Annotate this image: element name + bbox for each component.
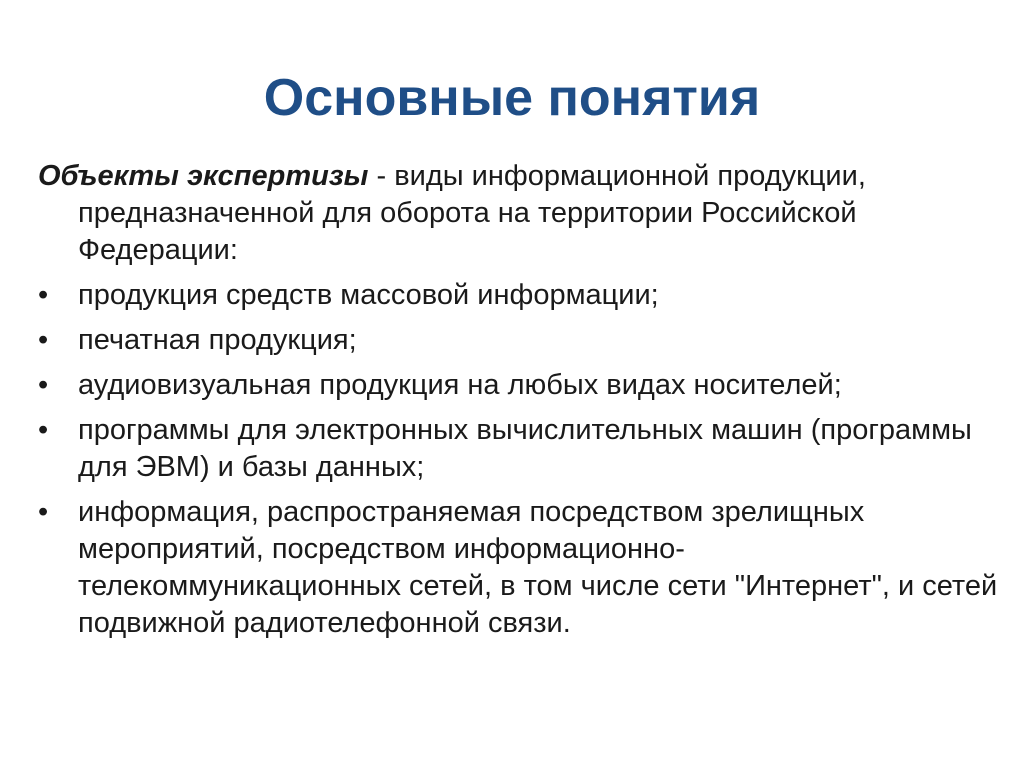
list-item bbox=[38, 412, 998, 486]
intro-term: Объекты экспертизы bbox=[38, 160, 369, 192]
list-item bbox=[38, 494, 998, 642]
bullet-icon: • bbox=[38, 324, 49, 356]
bullet-list bbox=[38, 277, 998, 642]
list-item-text: аудиовизуальная продукция на любых видах носителей; bbox=[78, 369, 842, 401]
list-item-text: информация, распространяемая посредством зрелищных мероприятий, посредством информационно-телекоммуникационных сетей, в том числе сети "Интернет", и сетей подвижной радиотелефонной связи. bbox=[78, 496, 998, 639]
list-item bbox=[38, 277, 998, 314]
slide-title: Основные понятия bbox=[263, 69, 761, 127]
list-item bbox=[38, 322, 998, 359]
bullet-icon: • bbox=[38, 414, 49, 446]
list-item-text: печатная продукция; bbox=[78, 324, 357, 356]
list-item bbox=[38, 367, 998, 404]
list-item-text: программы для электронных вычислительных машин (программы для ЭВМ) и базы данных; bbox=[78, 414, 972, 483]
intro-text: - виды информационной продукции, предназначенной для оборота на территории Российской Федерации: bbox=[78, 160, 866, 266]
slide-content bbox=[38, 158, 998, 650]
bullet-icon: • bbox=[38, 369, 49, 401]
bullet-icon: • bbox=[38, 279, 49, 311]
list-item-text: продукция средств массовой информации; bbox=[78, 279, 659, 311]
bullet-icon: • bbox=[38, 496, 49, 528]
intro-paragraph bbox=[38, 158, 998, 269]
